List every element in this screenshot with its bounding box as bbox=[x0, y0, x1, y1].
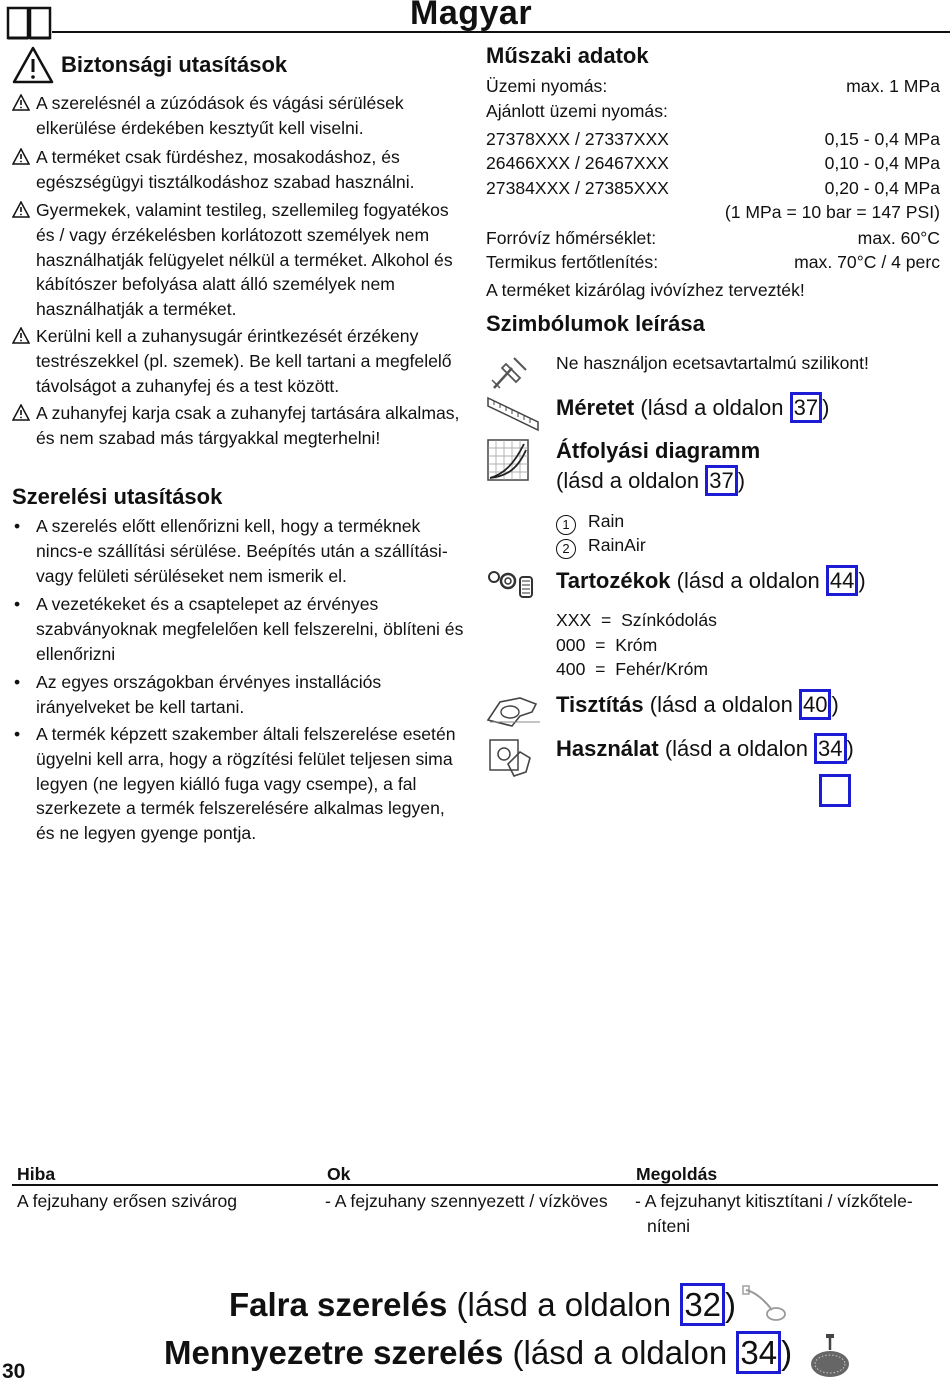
usage-hand-icon bbox=[486, 734, 536, 778]
legend-number-circle: 2 bbox=[556, 539, 576, 559]
color-label: Króm bbox=[615, 635, 658, 655]
tech-row bbox=[486, 200, 940, 225]
warning-icon bbox=[12, 148, 30, 165]
cleaning-hand-icon bbox=[486, 690, 542, 730]
legend-label: Rain bbox=[588, 511, 625, 531]
silicone-gun-icon bbox=[486, 350, 530, 394]
tech-value: 0,20 - 0,4 MPa bbox=[824, 178, 940, 198]
install-item-text: Az egyes országokban érvényes installációs irányelveket be kell tartani. bbox=[36, 672, 382, 717]
install-item bbox=[14, 670, 468, 720]
equals-sign: = bbox=[601, 610, 612, 630]
table-header-fault: Hiba bbox=[17, 1164, 56, 1184]
accessories-link[interactable] bbox=[556, 566, 866, 596]
tech-value: 0,10 - 0,4 MPa bbox=[824, 153, 940, 173]
tech-value: max. 70°C / 4 perc bbox=[794, 252, 940, 272]
safety-title: Biztonsági utasítások bbox=[61, 52, 288, 77]
flow-diagram-link[interactable] bbox=[556, 466, 745, 496]
silicone-note: Ne használjon ecetsavtartalmú szilikont! bbox=[556, 353, 869, 373]
warning-icon bbox=[12, 46, 54, 84]
symbols-title: Szimbólumok leírása bbox=[486, 311, 705, 336]
dimensions-link[interactable] bbox=[556, 393, 829, 423]
cleaning-link[interactable] bbox=[556, 690, 839, 720]
tech-value: max. 60°C bbox=[857, 228, 940, 248]
close-paren: ) bbox=[858, 568, 866, 593]
tech-value: 0,15 - 0,4 MPa bbox=[824, 129, 940, 149]
ruler-icon bbox=[486, 394, 540, 434]
ceiling-mounting-link[interactable] bbox=[164, 1333, 792, 1373]
tech-label: 27378XXX / 27337XXX bbox=[486, 129, 669, 149]
accessories-label: Tartozékok bbox=[556, 568, 671, 593]
color-code: 000 bbox=[556, 635, 586, 655]
usage-label: Használat bbox=[556, 736, 659, 761]
safety-item bbox=[12, 91, 466, 141]
tech-row bbox=[486, 74, 940, 99]
flow-legend-item bbox=[556, 533, 646, 559]
tech-label: Forróvíz hőmérséklet: bbox=[486, 228, 657, 248]
flow-legend-item bbox=[556, 509, 624, 535]
install-item-text: A vezetékeket és a csaptelepet az érvényes szabványoknak megfelelően kell felszerelni, öblíteni és ellenőrizni bbox=[36, 594, 464, 664]
cleaning-label: Tisztítás bbox=[556, 692, 644, 717]
page-number: 30 bbox=[2, 1360, 26, 1383]
close-paren: ) bbox=[725, 1286, 737, 1323]
safety-item bbox=[12, 145, 466, 195]
color-label: Fehér/Króm bbox=[615, 659, 709, 679]
color-code-row bbox=[556, 608, 717, 633]
wall-ref-text: (lásd a oldalon bbox=[447, 1286, 681, 1323]
bullet: • bbox=[14, 594, 21, 614]
wall-page-number[interactable]: 32 bbox=[680, 1283, 725, 1326]
legend-label: RainAir bbox=[588, 535, 646, 555]
legend-number-circle: 1 bbox=[556, 515, 576, 535]
install-item bbox=[14, 592, 468, 666]
flow-diagram-title bbox=[556, 436, 760, 466]
table-header-fix: Megoldás bbox=[636, 1164, 718, 1184]
dimensions-page-number[interactable]: 37 bbox=[790, 392, 822, 423]
tech-row bbox=[486, 151, 940, 176]
cleaning-ref-text: (lásd a oldalon bbox=[643, 692, 799, 717]
tech-row bbox=[486, 127, 940, 152]
flow-ref-text: (lásd a oldalon bbox=[556, 468, 706, 493]
tech-row bbox=[486, 250, 940, 275]
color-code-row bbox=[556, 633, 657, 658]
flow-page-number[interactable]: 37 bbox=[705, 465, 737, 496]
color-code: XXX bbox=[556, 610, 592, 630]
tech-row bbox=[486, 226, 940, 251]
manual-book-icon bbox=[6, 4, 52, 40]
cleaning-page-number[interactable]: 40 bbox=[799, 689, 831, 720]
table-cell-fix: - A fejzuhanyt kitisztítani / vízkőtele- bbox=[635, 1191, 913, 1211]
tech-label: 26466XXX / 26467XXX bbox=[486, 153, 669, 173]
ceiling-ref-text: (lásd a oldalon bbox=[503, 1334, 737, 1371]
wall-shower-icon bbox=[742, 1284, 788, 1326]
tech-note: A terméket kizárólag ivóvízhez tervezték! bbox=[486, 280, 805, 300]
safety-item-text: A zuhanyfej karja csak a zuhanyfej tartására alkalmas, és nem szabad más tárgyakkal megterhelni! bbox=[36, 403, 460, 448]
color-code: 400 bbox=[556, 659, 586, 679]
close-paren: ) bbox=[781, 1334, 793, 1371]
table-rule bbox=[12, 1184, 938, 1186]
color-label: Színkódolás bbox=[621, 610, 717, 630]
close-paren: ) bbox=[822, 395, 830, 420]
equals-sign: = bbox=[595, 659, 606, 679]
warning-icon bbox=[12, 201, 30, 218]
wall-mounting-link[interactable] bbox=[229, 1285, 736, 1325]
tech-row bbox=[486, 176, 940, 201]
bullet: • bbox=[14, 516, 21, 536]
wall-mounting-label: Falra szerelés bbox=[229, 1286, 448, 1323]
equals-sign: = bbox=[595, 635, 606, 655]
accessories-icon bbox=[486, 565, 546, 605]
install-item bbox=[14, 722, 468, 846]
install-item-text: A termék képzett szakember általi felszerelése esetén ügyelni kell arra, hogy a rögzítési felület teljesen sima legyen (ne legyen kiálló fuga vagy csempe), a fal szerkezete a termék felszerelésére alkalmas legyen, és ne legyen gyenge pontja. bbox=[36, 724, 456, 844]
tech-label: Termikus fertőtlenítés: bbox=[486, 252, 659, 272]
tech-value: max. 1 MPa bbox=[846, 76, 940, 96]
safety-item-text: Gyermekek, valamint testileg, szellemileg fogyatékos és / vagy érzékelésben korlátozott személyek nem használhatják felügyelet nélkül a terméket. Alkohol és kábítószer befolyása alatt álló személyek nem használhatják a terméket. bbox=[36, 200, 453, 320]
usage-ref-text: (lásd a oldalon bbox=[658, 736, 815, 761]
table-header-cause: Ok bbox=[327, 1164, 351, 1184]
bullet: • bbox=[14, 724, 21, 744]
safety-item bbox=[12, 198, 466, 322]
tech-row bbox=[486, 99, 940, 124]
color-code-row bbox=[556, 657, 708, 682]
safety-item-text: A terméket csak fürdéshez, mosakodáshoz, és egészségügyi tisztálkodáshoz szabad használni. bbox=[36, 147, 415, 192]
close-paren: ) bbox=[831, 692, 839, 717]
tech-title: Műszaki adatok bbox=[486, 43, 649, 68]
safety-item bbox=[12, 401, 466, 451]
accessories-ref-text: (lásd a oldalon bbox=[670, 568, 826, 593]
table-cell-fault: A fejzuhany erősen szivárog bbox=[17, 1191, 238, 1211]
usage-link[interactable] bbox=[556, 734, 854, 764]
empty-link-box[interactable] bbox=[819, 774, 851, 807]
tech-label: 27384XXX / 27385XXX bbox=[486, 178, 669, 198]
tech-label: Üzemi nyomás: bbox=[486, 76, 608, 96]
ceiling-mounting-label: Mennyezetre szerelés bbox=[164, 1334, 504, 1371]
usage-page-number[interactable]: 34 bbox=[814, 733, 846, 764]
dimensions-ref-text: (lásd a oldalon bbox=[634, 395, 790, 420]
safety-item bbox=[12, 324, 466, 398]
safety-item-text: Kerülni kell a zuhanysugár érintkezését érzékeny testrészekkel (pl. szemek). Be kell tartani a megfelelő távolságot a zuhanyfej és a test között. bbox=[36, 326, 452, 396]
warning-icon bbox=[12, 404, 30, 421]
language-title: Magyar bbox=[410, 0, 533, 32]
safety-item-text: A szerelésnél a zúzódások és vágási sérülések elkerülése érdekében kesztyűt kell viselni. bbox=[36, 93, 404, 138]
accessories-page-number[interactable]: 44 bbox=[826, 565, 858, 596]
install-title: Szerelési utasítások bbox=[12, 484, 223, 509]
dimensions-label: Méretet bbox=[556, 395, 635, 420]
table-cell-cause: - A fejzuhany szennyezett / vízköves bbox=[325, 1191, 608, 1211]
warning-icon bbox=[12, 94, 30, 111]
warning-icon bbox=[12, 327, 30, 344]
close-paren: ) bbox=[846, 736, 854, 761]
install-item-text: A szerelés előtt ellenőrizni kell, hogy a terméknek nincs-e szállítási sérülése. Beépítés után a szállítási- vagy felületi sérüléseket nem ismerik el. bbox=[36, 516, 448, 586]
ceiling-shower-icon bbox=[808, 1334, 852, 1380]
flow-diagram-icon bbox=[486, 438, 530, 482]
tech-label: Ajánlott üzemi nyomás: bbox=[486, 101, 668, 121]
install-item bbox=[14, 514, 468, 588]
table-cell-fix-continued: níteni bbox=[647, 1216, 691, 1236]
bullet: • bbox=[14, 672, 21, 692]
ceiling-page-number[interactable]: 34 bbox=[736, 1331, 781, 1374]
flow-diagram-label: Átfolyási diagramm bbox=[556, 438, 761, 463]
close-paren: ) bbox=[737, 468, 746, 493]
tech-value: (1 MPa = 10 bar = 147 PSI) bbox=[724, 202, 940, 222]
